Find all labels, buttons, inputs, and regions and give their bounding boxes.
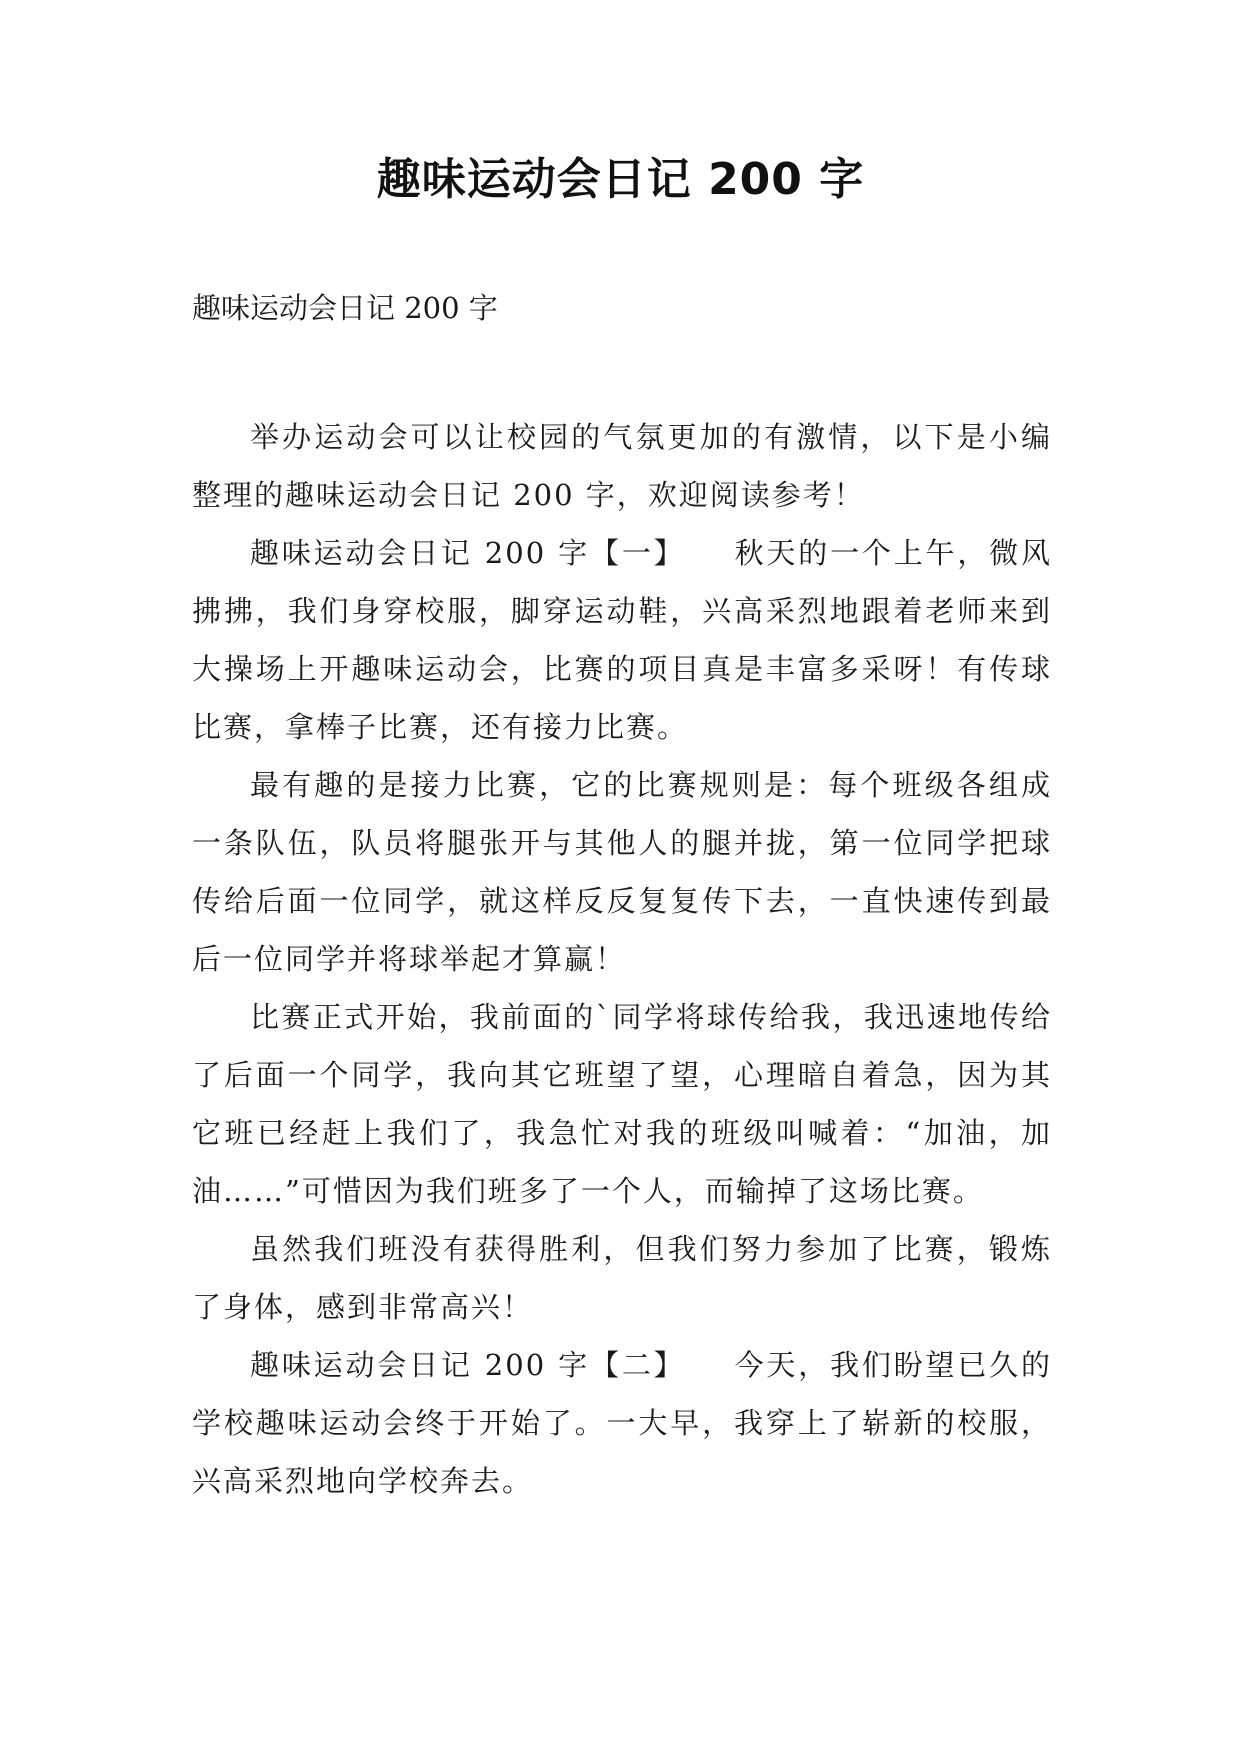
paragraph-diary-one-start: 趣味运动会日记 200 字【一】 秋天的一个上午，微风拂拂，我们身穿校服，脚穿运动鞋，兴高采烈地跟着老师来到大操场上开趣味运动会，比赛的项目真是丰富多采呀！有传球比赛，拿棒子比赛，还有接力比赛。 <box>192 536 1052 744</box>
paragraph-diary-two-start: 趣味运动会日记 200 字【二】 今天，我们盼望已久的学校趣味运动会终于开始了。一大早，我穿上了崭新的校服，兴高采烈地向学校奔去。 <box>192 1348 1052 1498</box>
document-subtitle: 趣味运动会日记 200 字 <box>192 291 498 325</box>
paragraph-relay-rules: 最有趣的是接力比赛，它的比赛规则是：每个班级各组成一条队伍，队员将腿张开与其他人的腿并拢，第一位同学把球传给后面一位同学，就这样反反复复传下去，一直快速传到最后一位同学并将球举起才算赢！ <box>192 768 1052 976</box>
paragraph-race-start: 比赛正式开始，我前面的`同学将球传给我，我迅速地传给了后面一个同学，我向其它班望了望，心理暗自着急，因为其它班已经赶上我们了，我急忙对我的班级叫喊着：“加油，加油……”可惜因为我们班多了一个人，而输掉了这场比赛。 <box>192 1000 1052 1208</box>
paragraph-conclusion: 虽然我们班没有获得胜利，但我们努力参加了比赛，锻炼了身体，感到非常高兴！ <box>192 1232 1052 1324</box>
document-body <box>192 408 1052 1510</box>
document-title: 趣味运动会日记 200 字 <box>376 154 865 205</box>
paragraph-intro: 举办运动会可以让校园的气氛更加的有激情，以下是小编整理的趣味运动会日记 200 字，欢迎阅读参考！ <box>192 420 1052 512</box>
